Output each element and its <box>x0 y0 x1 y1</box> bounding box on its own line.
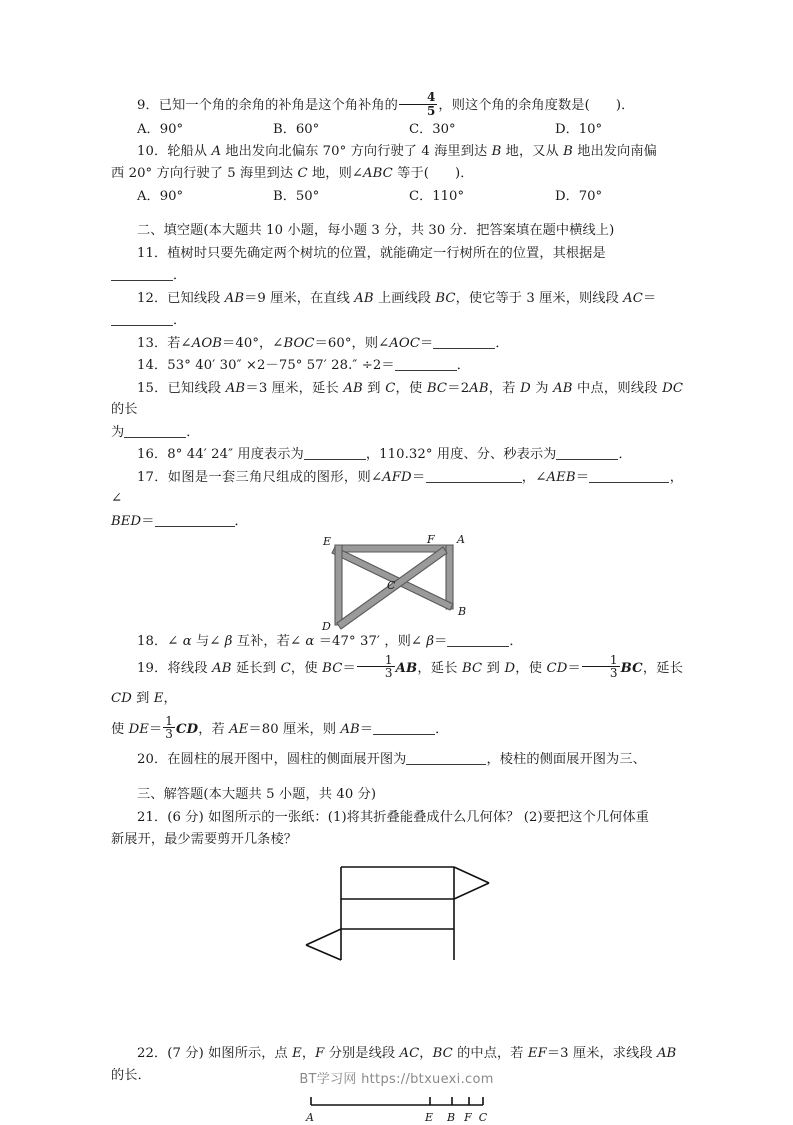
q10-text-3: 地，又从 <box>501 143 564 159</box>
page-content <box>111 92 683 1125</box>
question-13 <box>111 333 683 355</box>
q9-fraction <box>399 91 437 117</box>
q19-t1: 19．将线段 <box>137 660 213 676</box>
q16-period: ． <box>618 447 632 463</box>
q22-t3: 分别是线段 <box>324 1045 400 1061</box>
q14-t1: 14．53° 40′ 30″ ×2－75° 57′ 28.″ ÷2＝ <box>137 358 395 374</box>
question-22-line2: 的长． <box>111 1068 151 1084</box>
q9-stem-part2: ，则这个角的余角度数是( <box>438 98 590 113</box>
q9-option-c[interactable]: C．30° <box>409 122 456 138</box>
q15-v4: BC <box>426 380 448 396</box>
question-21-figure <box>111 857 683 965</box>
q18-period: ． <box>509 634 523 650</box>
q19-frac2-den: 3 <box>582 666 620 680</box>
figure-label-F: F <box>426 533 435 547</box>
q10-var-A: A <box>211 143 222 159</box>
q10-var-B2: B <box>563 143 573 159</box>
q16-t1: 16．8° 44′ 24″ 用度表示为 <box>137 447 304 463</box>
q18-v4: β <box>426 634 435 650</box>
section-3-heading: 三、解答题(本大题共 5 小题，共 40 分) <box>137 787 377 803</box>
q15-v3: C <box>385 380 396 396</box>
question-12-line1 <box>111 288 683 310</box>
q19-fraction-2 <box>582 654 620 680</box>
question-12-line2 <box>111 310 683 332</box>
q16-t2: ，110.32° 用度、分、秒表示为 <box>365 447 557 463</box>
q22-v3: AC <box>399 1045 420 1061</box>
figure-label-E: E <box>322 535 331 549</box>
q18-t1: 18．∠ <box>137 634 183 650</box>
question-17-line2 <box>111 511 683 533</box>
q18-t3: 互补，若∠ <box>232 634 306 650</box>
q19-t2: 延长到 <box>231 660 281 676</box>
q15-v2: AB <box>343 380 363 396</box>
q14-answer-blank[interactable] <box>395 357 457 371</box>
q13-answer-blank[interactable] <box>433 335 495 349</box>
q10-option-d[interactable]: D．70° <box>555 188 603 204</box>
q15-t4: ，使 <box>395 380 427 396</box>
spacer-after-section1 <box>111 207 683 220</box>
question-15-line1 <box>111 378 683 421</box>
net-flap-left-lower <box>306 945 341 960</box>
q19-t11: ， <box>163 690 177 706</box>
q10-var-B: B <box>491 143 502 159</box>
q12-t5: ＝ <box>642 290 657 306</box>
q12-t4: ，使它等于 3 厘米，则线段 <box>455 290 624 306</box>
question-22-line1 <box>111 1043 683 1065</box>
q19-v1: AB <box>212 660 232 676</box>
q15-t10: 为 <box>111 424 125 440</box>
q10-option-c[interactable]: C．110° <box>409 188 465 204</box>
q17-answer-blank-1[interactable] <box>426 469 522 483</box>
q10-text-2: 地出发向北偏东 70° 方向行驶了 4 海里到达 <box>221 143 492 159</box>
segment-label-E: E <box>424 1110 434 1124</box>
q17-answer-blank-3[interactable] <box>155 513 235 527</box>
question-10-options <box>111 186 683 208</box>
q17-v2: AEB <box>546 469 576 485</box>
figure-label-D: D <box>321 620 331 632</box>
q18-v1: α <box>182 634 192 650</box>
segment-label-F: F <box>464 1110 472 1124</box>
q15-period: ． <box>186 424 200 440</box>
q22-v5: EF <box>527 1045 547 1061</box>
q13-v3: AOC <box>389 335 421 351</box>
q12-period: ． <box>173 313 187 329</box>
q12-v4: AC <box>623 290 643 306</box>
q11-period: ． <box>173 268 187 284</box>
q15-t7: 为 <box>530 380 554 396</box>
q19-v10: E <box>153 690 164 706</box>
q22-t2: ， <box>301 1045 316 1061</box>
q15-v5: AB <box>469 380 489 396</box>
q15-v1: AB <box>225 380 246 396</box>
q17-t4: ＝ <box>575 469 590 485</box>
q22-t6: ＝3 厘米，求线段 <box>546 1045 657 1061</box>
segment-label-B: B <box>446 1110 456 1124</box>
q10-option-a[interactable]: A．90° <box>137 188 184 204</box>
question-9-options <box>111 119 683 141</box>
q15-v6: D <box>520 380 531 396</box>
q12-v2: AB <box>354 290 374 306</box>
q19-frac1-num: 1 <box>384 652 393 667</box>
q13-t1: 13．若∠ <box>137 335 192 351</box>
q17-t2: ＝ <box>411 469 426 485</box>
q13-t2: ＝40°，∠ <box>222 335 284 351</box>
segment-label-A: A <box>306 1110 314 1124</box>
q19-v4: AB <box>395 660 418 676</box>
q19-t3: ，使 <box>290 660 323 676</box>
question-11-line2 <box>111 265 683 287</box>
figure-label-B: B <box>457 605 466 619</box>
segment-label-C: C <box>478 1110 488 1124</box>
q19-l2t2: ＝ <box>149 721 163 737</box>
question-17-figure <box>111 533 683 631</box>
q14-period: ． <box>456 358 470 374</box>
q17-period: ． <box>234 513 248 529</box>
q22-v1: E <box>292 1045 302 1061</box>
q13-period: ． <box>495 335 509 351</box>
q19-l2v4: AB <box>340 721 360 737</box>
q12-t3: 上画线段 <box>373 290 436 306</box>
q10-var-ABC: ABC <box>363 166 393 182</box>
q19-v6: D <box>504 660 516 676</box>
q10-text-1: 10．轮船从 <box>137 143 212 159</box>
q19-l2t4: ＝80 厘米，则 <box>248 721 341 737</box>
section-2-heading: 二、填空题(本大题共 10 小题，每小题 3 分，共 30 分．把答案填在题中横线上) <box>137 223 615 239</box>
figure-label-C: C <box>386 579 395 593</box>
q19-v5: BC <box>462 660 483 676</box>
q22-v4: BC <box>432 1045 453 1061</box>
q19-answer-blank[interactable] <box>373 721 435 735</box>
q19-frac1-den: 3 <box>357 666 395 680</box>
question-20 <box>111 749 683 771</box>
q9-fraction-denominator: 5 <box>399 104 437 118</box>
q22-t4: ， <box>419 1045 433 1061</box>
q12-answer-blank[interactable] <box>111 312 173 326</box>
q15-t6: ，若 <box>488 380 521 396</box>
q19-v3: BC <box>322 660 343 676</box>
q22-v6: AB <box>656 1045 677 1061</box>
q19-l2v2: CD <box>176 721 199 737</box>
q15-t1: 15．已知线段 <box>137 380 226 396</box>
q19-l2t5: ＝ <box>359 721 374 737</box>
question-10-line2 <box>111 163 683 185</box>
q18-answer-blank[interactable] <box>447 633 509 647</box>
q19-t6: 到 <box>482 660 505 676</box>
q15-t8: 中点，则线段 <box>572 380 663 396</box>
q13-t3: ＝60°，则∠ <box>314 335 390 351</box>
figure-label-A: A <box>456 533 465 547</box>
question-19-line1 <box>111 654 683 714</box>
set-square-figure-svg <box>315 533 480 631</box>
q13-v1: AOB <box>191 335 223 351</box>
net-flap-right-lower <box>454 883 489 899</box>
q19-t4: ＝ <box>342 660 356 676</box>
q19-period: ． <box>435 721 449 737</box>
q19-v9: CD <box>111 690 132 706</box>
q19-l2t3: ，若 <box>198 721 230 737</box>
q19-t9: ，延长 <box>642 660 683 676</box>
q19-t10: 到 <box>131 690 154 706</box>
q12-v1: AB <box>224 290 245 306</box>
q19-fraction-3 <box>163 715 175 741</box>
q18-v3: α <box>305 634 315 650</box>
net-flap-left-upper <box>306 929 341 945</box>
question-17-line1 <box>111 467 683 510</box>
page-footer: BT学习网 https://btxuexi.com <box>299 1072 494 1087</box>
q20-t2: ，棱柱的侧面展开图为三、 <box>486 751 646 767</box>
q15-t3: 到 <box>362 380 386 396</box>
q19-t5: ，延长 <box>417 660 463 676</box>
question-11-line1: 11．植树时只要先确定两个树坑的位置，就能确定一行树所在的位置，其根据是 <box>137 245 606 261</box>
q17-v3: BED <box>111 513 142 529</box>
question-10-line1 <box>111 141 683 163</box>
q16-answer-blank-1[interactable] <box>304 446 366 460</box>
q16-answer-blank-2[interactable] <box>556 446 618 460</box>
q20-t1: 20．在圆柱的展开图中，圆柱的侧面展开图为 <box>137 751 407 767</box>
question-9 <box>111 92 683 118</box>
q19-t7: ，使 <box>515 660 547 676</box>
q11-answer-blank[interactable] <box>111 267 173 281</box>
q9-stem-part1: 9．已知一个角的余角的补角是这个角补角的 <box>137 98 398 113</box>
q10-text-7: 等于( <box>392 166 429 182</box>
q10-text-8: )． <box>455 166 474 182</box>
q19-v7: CD <box>546 660 568 676</box>
q9-fraction-numerator: 4 <box>426 90 436 104</box>
q19-l2v3: AE <box>229 721 249 737</box>
q12-v3: BC <box>435 290 456 306</box>
q18-t5: ＝ <box>434 634 448 650</box>
question-21-line2: 新展开，最少需要剪开几条棱？ <box>111 832 298 848</box>
q10-text-4: 地出发向南偏 <box>572 143 657 159</box>
q9-option-a[interactable]: A．90° <box>137 122 184 138</box>
q10-text-6: 地，则∠ <box>307 166 364 182</box>
question-14 <box>111 355 683 377</box>
q19-v2: C <box>280 660 291 676</box>
q15-v7: AB <box>553 380 573 396</box>
question-16 <box>111 444 683 466</box>
question-22-figure <box>111 1091 683 1125</box>
q15-t5: ＝2 <box>447 380 470 396</box>
q18-v2: β <box>224 634 233 650</box>
bar-ED <box>335 545 342 625</box>
q19-l2t1: 使 <box>111 721 129 737</box>
spacer-before-q22 <box>111 965 683 1043</box>
q19-fraction-1 <box>357 654 395 680</box>
q9-option-b[interactable]: B．60° <box>273 122 320 138</box>
spacer-after-section2 <box>111 771 683 784</box>
q12-t1: 12．已知线段 <box>137 290 225 306</box>
q19-frac3-num: 1 <box>165 713 174 728</box>
q10-text-5: 西 20° 方向行驶了 5 海里到达 <box>111 166 298 182</box>
bar-AB <box>446 545 453 609</box>
q19-frac2-num: 1 <box>609 652 618 667</box>
question-18 <box>111 631 683 653</box>
paper-net-figure-svg <box>297 857 497 965</box>
q12-t2: ＝9 厘米，在直线 <box>244 290 355 306</box>
q17-t6: ＝ <box>141 513 155 529</box>
q19-v8: BC <box>620 660 643 676</box>
question-19-line2 <box>111 715 683 745</box>
question-21-line1: 21．(6 分) 如图所示的一张纸：(1)将其折叠能叠成什么几何体？ (2)要把这个几何体重 <box>137 809 649 825</box>
question-15-line2 <box>111 422 683 444</box>
q17-answer-blank-2[interactable] <box>589 469 669 483</box>
q15-t9: 的长 <box>111 402 138 418</box>
q18-t2: 与∠ <box>191 634 225 650</box>
q19-frac3-den: 3 <box>165 727 174 742</box>
q18-t4: ＝47° 37′ ，则∠ <box>314 634 427 650</box>
q15-t2: ＝3 厘米，延长 <box>245 380 344 396</box>
q22-v2: F <box>315 1045 325 1061</box>
q17-t3: ，∠ <box>521 469 547 485</box>
q20-answer-blank[interactable] <box>406 751 486 765</box>
q17-v1: AFD <box>382 469 412 485</box>
q17-t1: 17．如图是一套三角尺组成的图形，则∠ <box>137 469 383 485</box>
q13-t4: ＝ <box>420 335 434 351</box>
q15-answer-blank[interactable] <box>124 424 186 438</box>
q19-t8: ＝ <box>567 660 581 676</box>
q15-v8: DC <box>662 380 684 396</box>
q10-option-b[interactable]: B．50° <box>273 188 320 204</box>
segment-figure-svg <box>297 1091 497 1125</box>
q19-l2v1: DE <box>128 721 149 737</box>
q9-option-d[interactable]: D．10° <box>555 122 603 138</box>
q9-stem-part3: )． <box>615 98 635 113</box>
q22-t5: 的中点，若 <box>452 1045 528 1061</box>
q22-t1: 22．(7 分) 如图所示，点 <box>137 1045 293 1061</box>
q13-v2: BOC <box>283 335 315 351</box>
q17-t5: ，∠ <box>111 469 684 507</box>
bar-EA <box>335 545 453 552</box>
q10-var-C: C <box>297 166 308 182</box>
net-flap-right-upper <box>454 867 489 883</box>
